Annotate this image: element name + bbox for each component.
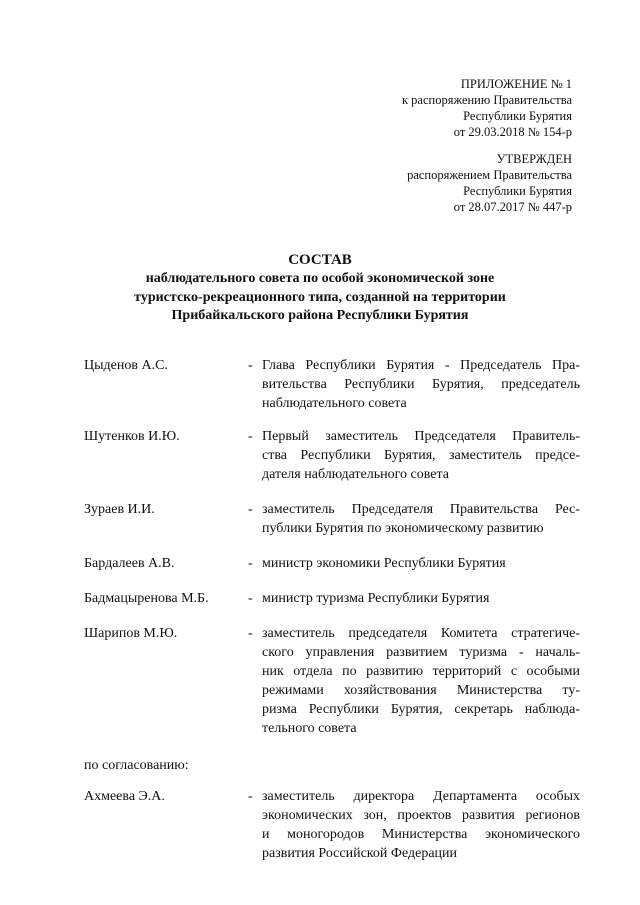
member-description bbox=[262, 500, 580, 538]
member-name: Зураев И.И. bbox=[84, 502, 155, 517]
members-list bbox=[84, 356, 580, 863]
description-line: ства Республики Бурятия, заместитель предсе- bbox=[262, 448, 580, 463]
member-description bbox=[262, 624, 580, 738]
description-line: экономических зон, проектов развития регионов bbox=[262, 808, 580, 823]
description-line: вительства Республики Бурятия, председатель bbox=[262, 377, 580, 392]
description-line: Первый заместитель Председателя Правитель- bbox=[262, 429, 580, 444]
description-line: заместитель председателя Комитета стратегиче- bbox=[262, 626, 580, 641]
member-row bbox=[84, 427, 580, 484]
member-row bbox=[84, 500, 580, 538]
description-line: ского управления развитием туризма - началь- bbox=[262, 645, 580, 660]
member-dash: - bbox=[248, 626, 253, 641]
member-dash: - bbox=[248, 556, 253, 571]
description-line: развития Российской Федерации bbox=[262, 846, 458, 861]
description-line: режимами хозяйствования Министерства ту- bbox=[262, 683, 580, 698]
member-dash: - bbox=[248, 789, 253, 804]
approved-line: УТВЕРЖДЕН bbox=[496, 152, 572, 166]
member-row bbox=[84, 554, 580, 573]
member-description bbox=[262, 427, 580, 484]
description-line: публики Бурятия по экономическому развитию bbox=[262, 521, 544, 536]
member-dash: - bbox=[248, 358, 253, 373]
description-line: Глава Республики Бурятия - Председатель Пра- bbox=[262, 358, 580, 373]
member-dash: - bbox=[248, 502, 253, 517]
approved-line: распоряжением Правительства bbox=[407, 168, 572, 182]
description-line: заместитель Председателя Правительства Рес- bbox=[262, 502, 580, 517]
member-dash: - bbox=[248, 591, 253, 606]
member-dash: - bbox=[248, 429, 253, 444]
agreed-member-row bbox=[84, 787, 580, 863]
document-title bbox=[0, 250, 640, 326]
member-description bbox=[262, 554, 580, 573]
member-name: Шарипов М.Ю. bbox=[84, 626, 178, 641]
appendix-line: ПРИЛОЖЕНИЕ № 1 bbox=[460, 77, 572, 91]
description-line: наблюдательного совета bbox=[262, 396, 407, 411]
agreement-label: по согласованию: bbox=[84, 758, 189, 773]
member-name: Бардалеев А.В. bbox=[84, 556, 175, 571]
description-line: и моногородов Министерства экономического bbox=[262, 827, 580, 842]
description-line: ризма Республики Бурятия, секретарь наблюда- bbox=[262, 702, 580, 717]
member-description bbox=[262, 787, 580, 863]
title-subline: Прибайкальского района Республики Бурятия bbox=[171, 308, 469, 323]
approved-line: Республики Бурятия bbox=[463, 184, 572, 198]
description-line: тельного совета bbox=[262, 721, 357, 736]
appendix-line: к распоряжению Правительства bbox=[401, 93, 572, 107]
member-name: Ахмеева Э.А. bbox=[84, 789, 165, 804]
description-line: министр экономики Республики Бурятия bbox=[262, 556, 506, 571]
member-row bbox=[84, 589, 580, 608]
description-line: министр туризма Республики Бурятия bbox=[262, 591, 490, 606]
member-row bbox=[84, 624, 580, 738]
member-name: Цыденов А.С. bbox=[84, 358, 168, 373]
appendix-header bbox=[402, 76, 572, 140]
member-name: Шутенков И.Ю. bbox=[84, 429, 180, 444]
description-line: ник отдела по развитию территорий с особыми bbox=[262, 664, 580, 679]
title-subline: туристско-рекреационного типа, созданной на территории bbox=[134, 289, 506, 305]
title-main: СОСТАВ bbox=[288, 252, 352, 268]
member-name: Бадмацыренова М.Б. bbox=[84, 591, 209, 606]
member-description bbox=[262, 356, 580, 413]
member-row bbox=[84, 356, 580, 413]
approved-line: от 28.07.2017 № 447-р bbox=[453, 200, 572, 214]
member-description bbox=[262, 589, 580, 608]
appendix-line: Республики Бурятия bbox=[463, 109, 572, 123]
title-subline: наблюдательного совета по особой экономической зоне bbox=[145, 271, 495, 286]
description-line: заместитель директора Департамента особых bbox=[262, 789, 580, 804]
description-line: дателя наблюдательного совета bbox=[262, 467, 449, 482]
approved-header bbox=[407, 151, 572, 215]
appendix-line: от 29.03.2018 № 154-р bbox=[453, 125, 572, 139]
